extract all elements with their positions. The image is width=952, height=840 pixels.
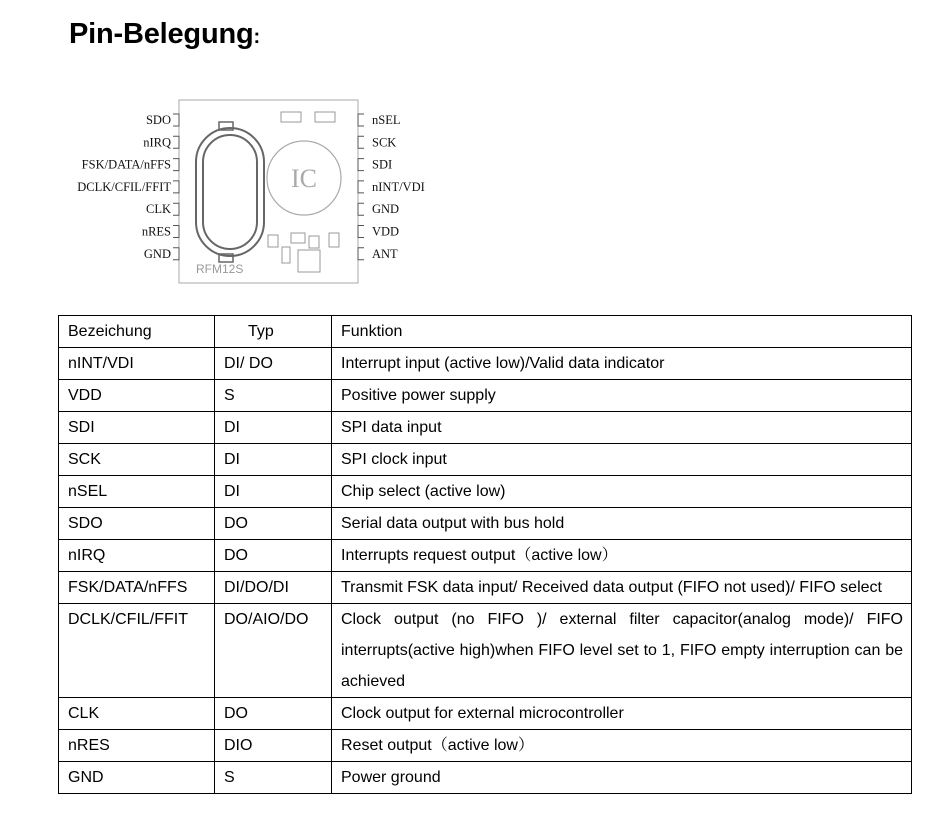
table-row <box>59 412 912 444</box>
table-header-row <box>59 316 912 348</box>
cell-name: GND <box>59 762 215 794</box>
cell-function: Interrupts request output（active low） <box>332 540 912 572</box>
table-row <box>59 698 912 730</box>
right-pin-pad <box>358 114 364 126</box>
header-name: Bezeichung <box>59 316 215 348</box>
table-row <box>59 540 912 572</box>
cell-type: DI/DO/DI <box>215 572 332 604</box>
left-pin-label: FSK/DATA/nFFS <box>81 157 171 172</box>
table-row <box>59 476 912 508</box>
right-pin-pad <box>358 248 364 260</box>
component-3 <box>282 247 290 263</box>
table-row <box>59 380 912 412</box>
cell-type: DI/ DO <box>215 348 332 380</box>
cell-function: Power ground <box>332 762 912 794</box>
cell-type: S <box>215 762 332 794</box>
component-1 <box>268 235 278 247</box>
right-pin-label: nINT/VDI <box>372 179 425 194</box>
table-row <box>59 730 912 762</box>
cell-name: nSEL <box>59 476 215 508</box>
cell-type: DI <box>215 412 332 444</box>
left-pin-pad <box>173 114 179 126</box>
right-pin-label: SDI <box>372 157 393 172</box>
cell-type: DO <box>215 508 332 540</box>
header-type: Typ <box>215 316 332 348</box>
cell-name: nIRQ <box>59 540 215 572</box>
cell-type: DO <box>215 698 332 730</box>
cell-function: Interrupt input (active low)/Valid data indicator <box>332 348 912 380</box>
right-pin-label: SCK <box>372 135 397 150</box>
pad-top-1 <box>281 112 301 122</box>
cell-function: SPI data input <box>332 412 912 444</box>
cell-name: FSK/DATA/nFFS <box>59 572 215 604</box>
cell-function: Positive power supply <box>332 380 912 412</box>
right-pin-group <box>358 113 425 261</box>
left-pin-group <box>77 113 179 261</box>
page-title <box>69 18 260 51</box>
cell-type: DIO <box>215 730 332 762</box>
page-title-colon: : <box>253 26 260 48</box>
left-pin-pad <box>173 136 179 148</box>
pin-table <box>58 315 912 794</box>
left-pin-label: GND <box>143 246 171 261</box>
component-2 <box>291 233 305 243</box>
left-pin-pad <box>173 159 179 171</box>
cell-function: Chip select (active low) <box>332 476 912 508</box>
component-6 <box>329 233 339 247</box>
cell-name: nINT/VDI <box>59 348 215 380</box>
left-pin-label: DCLK/CFIL/FFIT <box>77 179 171 194</box>
cell-name: SCK <box>59 444 215 476</box>
right-pin-pad <box>358 226 364 238</box>
cell-function: Transmit FSK data input/ Received data output (FIFO not used)/ FIFO select <box>332 572 912 604</box>
right-pin-label: ANT <box>372 246 398 261</box>
right-pin-pad <box>358 203 364 215</box>
left-pin-label: SDO <box>145 113 171 127</box>
right-pin-label: VDD <box>372 224 400 239</box>
cell-name: nRES <box>59 730 215 762</box>
table-row <box>59 348 912 380</box>
cell-name: SDO <box>59 508 215 540</box>
cell-function: Reset output（active low） <box>332 730 912 762</box>
left-pin-label: nIRQ <box>143 135 171 150</box>
left-pin-pad <box>173 226 179 238</box>
left-pin-pad <box>173 248 179 260</box>
cell-type: DO <box>215 540 332 572</box>
cell-type: DO/AIO/DO <box>215 604 332 698</box>
component-5 <box>309 236 319 248</box>
table-row <box>59 762 912 794</box>
cell-function: Serial data output with bus hold <box>332 508 912 540</box>
cell-function: Clock output (no FIFO )/ external filter capacitor(analog mode)/ FIFO interrupts(active high)when FIFO level set to 1, FIFO empty interruption can be achieved <box>332 604 912 698</box>
cell-function: Clock output for external microcontroller <box>332 698 912 730</box>
ic-label: IC <box>291 164 317 193</box>
module-outline <box>179 100 358 283</box>
table-row <box>59 508 912 540</box>
pad-top-2 <box>315 112 335 122</box>
pinout-svg <box>0 90 952 300</box>
cell-name: VDD <box>59 380 215 412</box>
component-4 <box>298 250 320 272</box>
header-function: Funktion <box>332 316 912 348</box>
pinout-diagram <box>0 90 952 300</box>
left-pin-label: nRES <box>141 224 171 239</box>
table-row <box>59 444 912 476</box>
crystal-inner <box>203 135 257 249</box>
cell-type: DI <box>215 444 332 476</box>
cell-type: DI <box>215 476 332 508</box>
table-row <box>59 604 912 698</box>
cell-name: DCLK/CFIL/FFIT <box>59 604 215 698</box>
right-pin-pad <box>358 159 364 171</box>
cell-name: CLK <box>59 698 215 730</box>
right-pin-label: nSEL <box>372 113 401 127</box>
left-pin-label: CLK <box>146 202 171 217</box>
left-pin-pad <box>173 181 179 193</box>
cell-function: SPI clock input <box>332 444 912 476</box>
right-pin-pad <box>358 181 364 193</box>
left-pin-pad <box>173 203 179 215</box>
right-pin-label: GND <box>372 202 400 217</box>
cell-type: S <box>215 380 332 412</box>
cell-name: SDI <box>59 412 215 444</box>
page-title-text: Pin-Belegung <box>69 18 254 50</box>
table-row <box>59 572 912 604</box>
right-pin-pad <box>358 136 364 148</box>
module-name: RFM12S <box>196 262 244 276</box>
